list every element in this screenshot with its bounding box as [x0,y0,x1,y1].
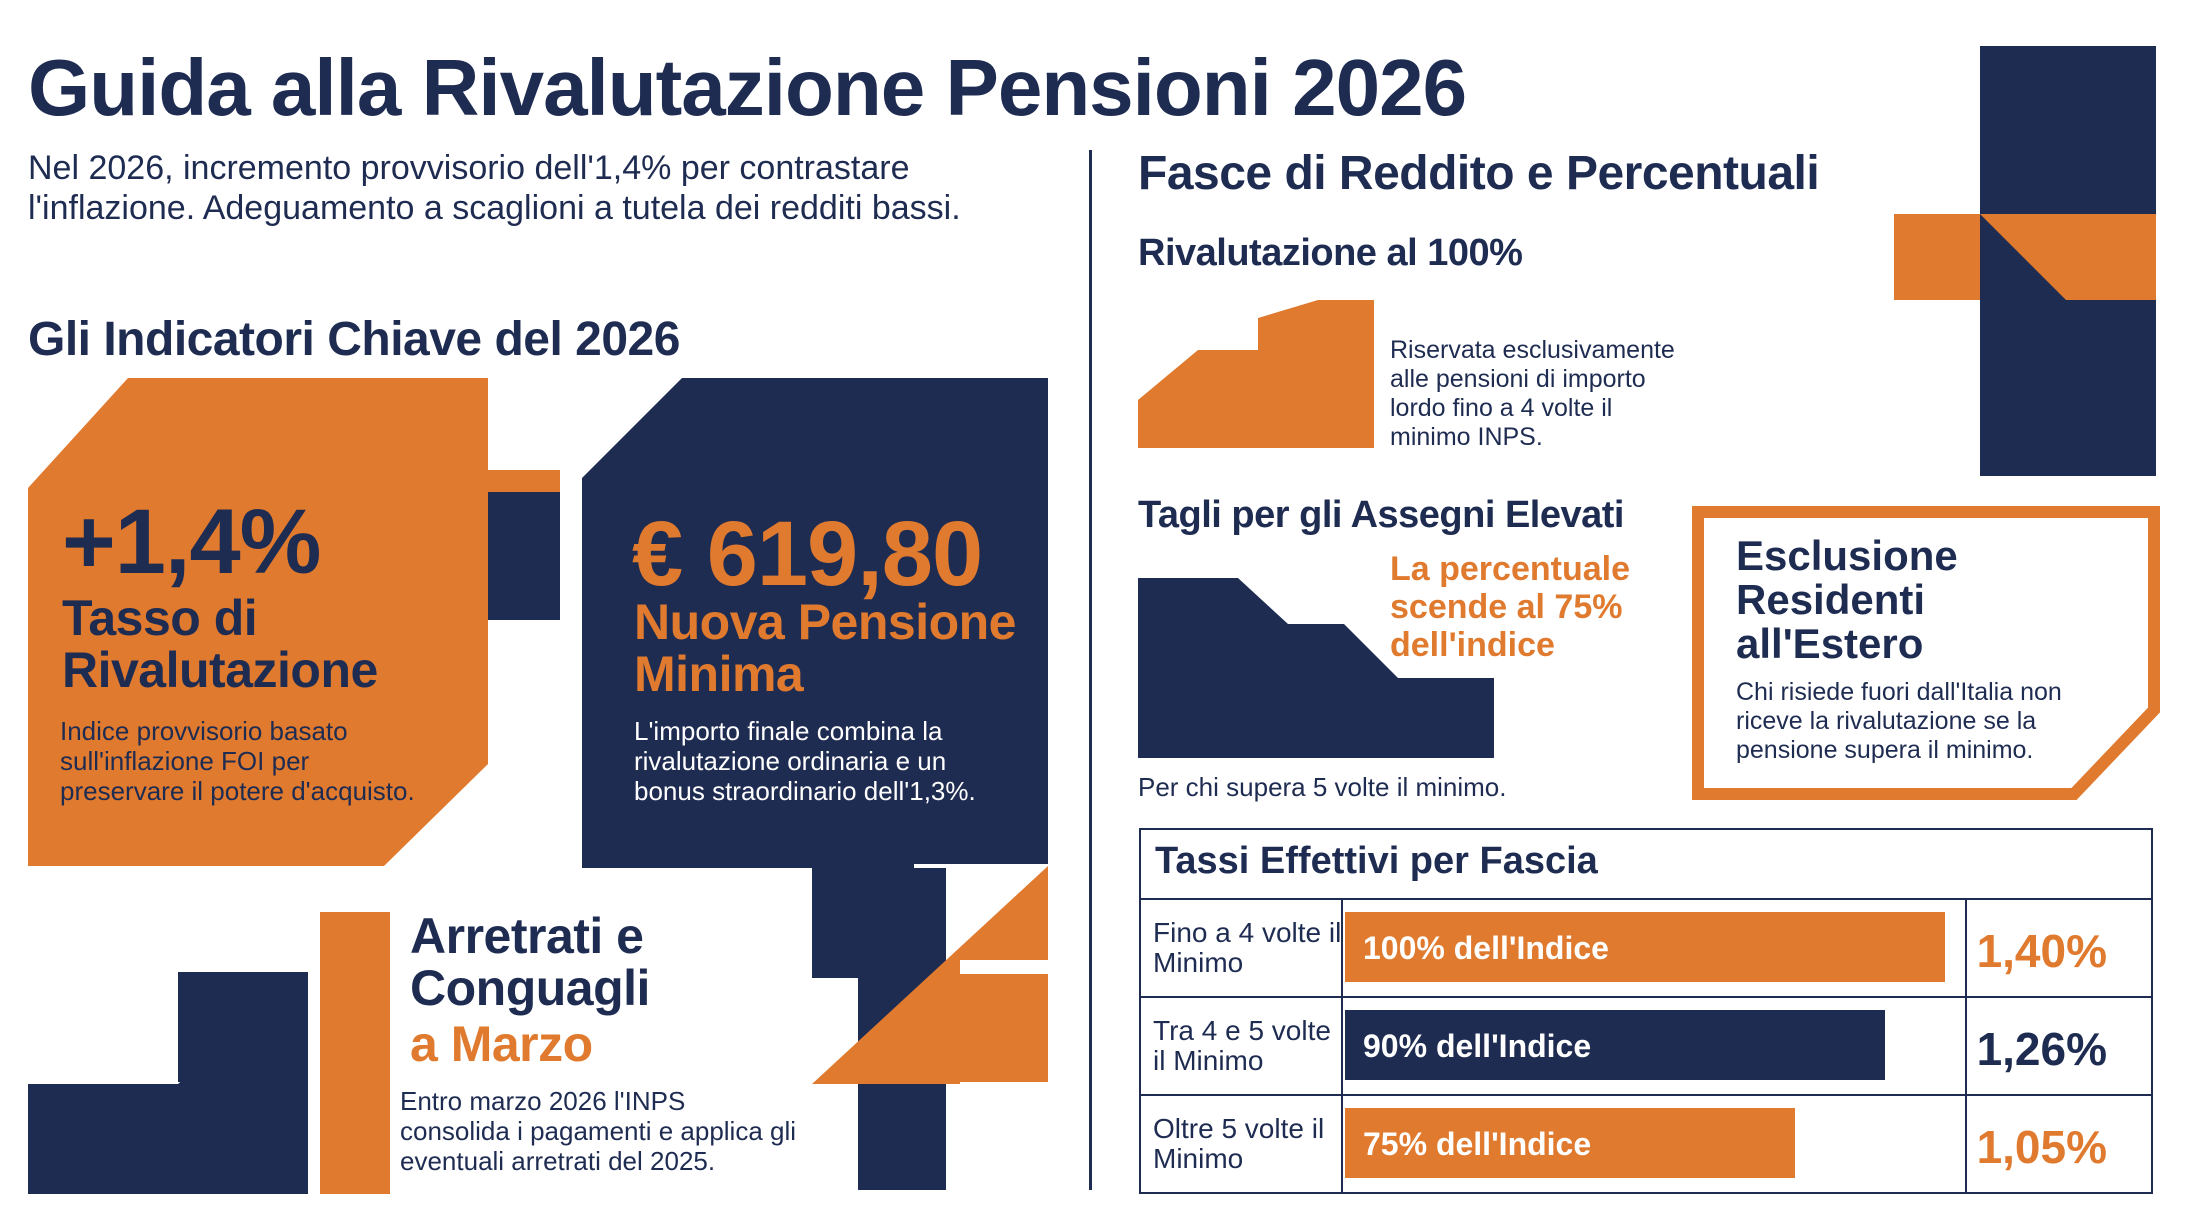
row-label: Oltre 5 volte il Minimo [1153,1113,1325,1174]
rate-value: 1,05% [1976,1121,2107,1173]
cuts-highlight: La percentuale scende al 75% dell'indice [1390,550,1630,664]
arrears-shape [28,912,398,1196]
min-pension-title: Nuova Pensione Minima [634,594,1016,702]
exclusion-text: Chi risiede fuori dall'Italia non riceve la rivalutazione se la pensione supera il minimo. [1736,678,2062,764]
page-title: Guida alla Rivalutazione Pensioni 2026 [28,43,1467,132]
arrears-title-1: Arretrati e [410,908,644,964]
rates-table [1139,828,2153,1194]
column-rule [1965,900,1967,996]
row-label: Fino a 4 volte il Minimo [1153,917,1342,978]
column-rule [1341,998,1343,1094]
table-row [1141,898,2151,996]
cuts-title: Tagli per gli Assegni Elevati [1138,494,1624,536]
arrears-text: Entro marzo 2026 l'INPS consolida i pagamenti e applica gli eventuali arretrati del 2025. [400,1086,797,1176]
column-rule [1341,900,1343,996]
bar-label: 90% dell'Indice [1363,1028,1592,1064]
column-rule [1965,998,1967,1094]
min-pension-value: € 619,80 [632,503,983,605]
rate-value: 1,26% [1976,1023,2107,1075]
rate-value: 1,40% [1976,925,2107,977]
rate-card-title: Tasso di Rivalutazione [62,590,378,698]
arrears-title-2: Conguagli [410,960,650,1016]
stairs-up-icon [1138,300,1374,450]
row-label: Tra 4 e 5 volte il Minimo [1153,1015,1331,1076]
table-row [1141,996,2151,1094]
rate-bar [1345,912,1945,982]
column-rule [1341,1096,1343,1192]
rate-bar [1345,1108,1795,1178]
cuts-caption: Per chi supera 5 volte il minimo. [1138,772,1507,802]
rate-bar [1345,1010,1885,1080]
rates-table-title: Tassi Effettivi per Fascia [1155,840,1598,882]
income-bands-heading: Fasce di Reddito e Percentuali [1138,147,1820,200]
min-pension-text: L'importo finale combina la rivalutazione ordinaria e un bonus straordinario dell'1,3%. [634,716,976,806]
full-revaluation-text: Riservata esclusivamente alle pensioni di importo lordo fino a 4 volte il minimo INPS. [1390,336,1675,451]
exclusion-title: Esclusione Residenti all'Estero [1736,532,1958,667]
rate-card-text: Indice provvisorio basato sull'inflazione FOI per preservare il potere d'acquisto. [60,716,415,806]
decor-navy-diagonal [1980,214,2100,304]
bar-label: 75% dell'Indice [1363,1126,1592,1162]
column-rule [1965,1096,1967,1192]
column-divider [1089,150,1092,1190]
key-indicators-heading: Gli Indicatori Chiave del 2026 [28,313,680,366]
bar-label: 100% dell'Indice [1363,930,1609,966]
intro-text: Nel 2026, incremento provvisorio dell'1,4% per contrastare l'inflazione. Adeguamento a scaglioni a tutela dei redditi bassi. [28,149,961,227]
arrears-title-3: a Marzo [410,1016,593,1072]
rate-value: +1,4% [62,491,321,593]
table-row [1141,1094,2151,1192]
full-revaluation-title: Rivalutazione al 100% [1138,232,1523,274]
